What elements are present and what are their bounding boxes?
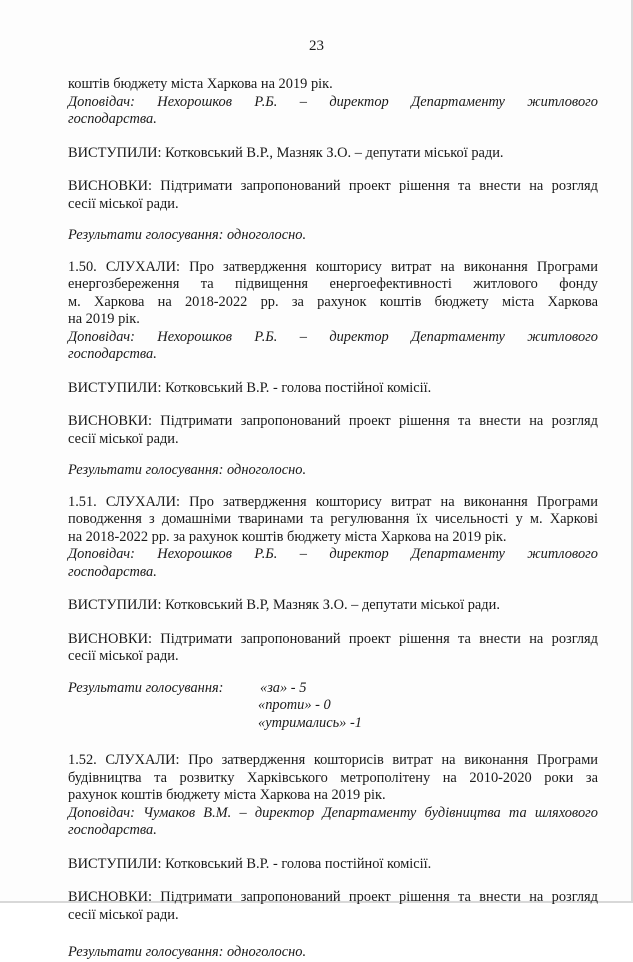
- speaker-word: житлового: [527, 328, 598, 345]
- speaker-word: Р.Б.: [254, 93, 278, 110]
- speaker-line: [68, 546, 598, 564]
- speaker-word: директор: [329, 93, 389, 110]
- voting-result: Результати голосування: одноголосно.: [68, 227, 307, 243]
- item-text-line: м. Харкова на 2018-2022 рр. за рахунок коштів бюджету міста Харкова: [68, 293, 598, 310]
- conclusions-paragraph: ВИСНОВКИ: Підтримати запропонований проект рішення та внести на розгляд: [68, 178, 598, 194]
- speaker-word: Доповідач:: [68, 546, 135, 562]
- voting-result: Результати голосування: одноголосно.: [68, 462, 307, 478]
- speakers-paragraph: ВИСТУПИЛИ: Котковський В.Р., Мазняк З.О. – депутати міської ради.: [68, 144, 504, 161]
- conclusions-paragraph-end: сесії міської ради.: [68, 648, 179, 664]
- speaker-word: –: [299, 93, 307, 110]
- document-body: [68, 76, 598, 962]
- item-heading-1-51: 1.51. СЛУХАЛИ: Про затвердження кошторису витрат на виконання Програми: [68, 493, 598, 510]
- conclusions-paragraph-end: сесії міської ради.: [68, 906, 179, 923]
- item-text-line: поводження з домашніми тваринами та регулювання їх чисельності у м. Харкові: [68, 511, 598, 527]
- speaker-line-end: господарства.: [68, 111, 157, 127]
- voting-result: Результати голосування: одноголосно.: [68, 944, 307, 960]
- vote-against: «проти» - 0: [258, 697, 331, 713]
- speaker-word: –: [299, 328, 307, 345]
- speaker-word: директор: [329, 328, 389, 345]
- conclusions-paragraph-end: сесії міської ради.: [68, 195, 179, 212]
- speaker-line: [68, 94, 598, 112]
- page-number: 23: [309, 38, 324, 54]
- speakers-paragraph: ВИСТУПИЛИ: Котковський В.Р. - голова постійної комісії.: [68, 855, 432, 872]
- speaker-word: Нехорошков: [157, 328, 232, 345]
- speakers-paragraph: ВИСТУПИЛИ: Котковський В.Р. - голова постійної комісії.: [68, 379, 432, 396]
- voting-result-label: Результати голосування:: [68, 679, 224, 696]
- speaker-line-end: господарства.: [68, 822, 157, 838]
- conclusions-paragraph: ВИСНОВКИ: Підтримати запропонований проект рішення та внести на розгляд: [68, 630, 598, 647]
- conclusions-paragraph: ВИСНОВКИ: Підтримати запропонований проект рішення та внести на розгляд: [68, 413, 598, 429]
- item-heading-1-52: 1.52. СЛУХАЛИ: Про затвердження кошторисів витрат на виконання Програми: [68, 752, 598, 768]
- vote-for: «за» - 5: [260, 679, 307, 696]
- speaker-word: Р.Б.: [254, 328, 278, 345]
- voting-values: [258, 680, 362, 733]
- speaker-line: [68, 329, 598, 347]
- item-text-line: на 2019 рік.: [68, 311, 140, 327]
- speaker-word: Доповідач:: [68, 93, 135, 110]
- conclusions-paragraph: ВИСНОВКИ: Підтримати запропонований проект рішення та внести на розгляд: [68, 889, 598, 905]
- speaker-word: житлового: [527, 546, 598, 562]
- conclusions-paragraph-end: сесії міської ради.: [68, 430, 179, 447]
- speaker-word: Департаменту: [411, 328, 505, 345]
- speaker-word: Нехорошков: [157, 546, 232, 562]
- speaker-word: житлового: [527, 93, 598, 110]
- speaker-word: Нехорошков: [157, 93, 232, 110]
- item-text-line: рахунок коштів бюджету міста Харкова на 2019 рік.: [68, 787, 386, 803]
- speaker-word: –: [299, 546, 307, 562]
- speaker-line-end: господарства.: [68, 346, 157, 362]
- paragraph-continuation: коштів бюджету міста Харкова на 2019 рік.: [68, 76, 333, 92]
- speaker-line: Доповідач: Чумаков В.М. – директор Департаменту будівництва та шляхового: [68, 804, 598, 821]
- vote-abstain: «утримались» -1: [258, 714, 362, 731]
- item-heading-1-50: 1.50. СЛУХАЛИ: Про затвердження кошторису витрат на виконання Програми: [68, 258, 598, 275]
- speakers-paragraph: ВИСТУПИЛИ: Котковський В.Р, Мазняк З.О. – депутати міської ради.: [68, 597, 500, 613]
- speaker-word: Р.Б.: [254, 546, 278, 562]
- speaker-word: Департаменту: [411, 546, 505, 562]
- speaker-word: Департаменту: [411, 93, 505, 110]
- item-text-line: будівництва та розвитку Харківського метрополітену на 2010-2020 роки за: [68, 769, 598, 786]
- item-text-line: на 2018-2022 рр. за рахунок коштів бюджету міста Харкова на 2019 рік.: [68, 528, 507, 545]
- speaker-word: директор: [329, 546, 389, 562]
- speaker-word: Доповідач:: [68, 328, 135, 345]
- voting-result-table: [68, 680, 598, 733]
- item-text-line: енергозбереження та підвищення енергоефективності житлового фонду: [68, 276, 598, 292]
- speaker-line-end: господарства.: [68, 563, 157, 580]
